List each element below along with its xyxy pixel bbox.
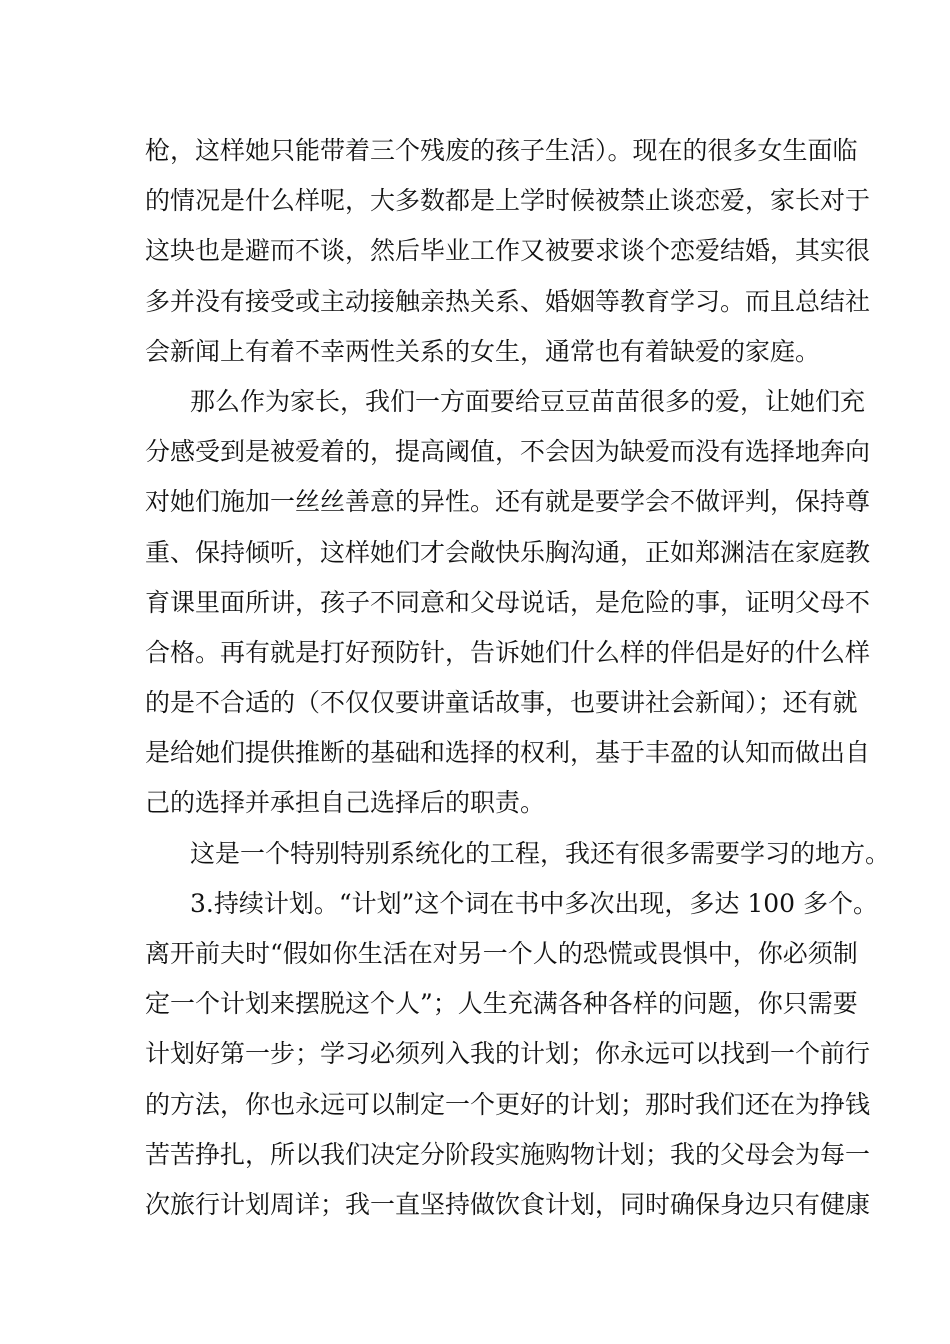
text-line: 己的选择并承担自己选择后的职责。 <box>145 788 546 818</box>
text-line: 合格。再有就是打好预防针，告诉她们什么样的伴侣是好的什么样 <box>145 637 871 667</box>
text-line: 这块也是避而不谈，然后毕业工作又被要求谈个恋爱结婚，其实很 <box>145 236 871 266</box>
text-line: 多并没有接受或主动接触亲热关系、婚姻等教育学习。而且总结社 <box>145 286 871 316</box>
text-line: 是给她们提供推断的基础和选择的权利，基于丰盈的认知而做出自 <box>145 738 871 768</box>
text-line: 定一个计划来摆脱这个人”；人生充满各种各样的问题，你只需要 <box>145 989 858 1019</box>
text-line: 苦苦挣扎，所以我们决定分阶段实施购物计划；我的父母会为每一 <box>145 1139 871 1169</box>
text-line: 计划好第一步；学习必须列入我的计划；你永远可以找到一个前行 <box>145 1039 871 1069</box>
text-line: 的是不合适的（不仅仅要讲童话故事，也要讲社会新闻）；还有就 <box>145 688 858 718</box>
text-line: 的方法，你也永远可以制定一个更好的计划；那时我们还在为挣钱 <box>145 1089 871 1119</box>
body-text <box>145 126 891 1230</box>
text-line: 分感受到是被爱着的，提高阈值，不会因为缺爱而没有选择地奔向 <box>145 437 871 467</box>
text-line: 枪，这样她只能带着三个残废的孩子生活）。现在的很多女生面临 <box>145 136 858 165</box>
text-line: 这是一个特别特别系统化的工程，我还有很多需要学习的地方。 <box>190 838 891 868</box>
text-line: 3.持续计划。“计划”这个词在书中多次出现，多达 100 多个。 <box>190 888 879 918</box>
text-line: 重、保持倾听，这样她们才会敞快乐胸沟通，正如郑渊洁在家庭教 <box>145 537 871 567</box>
text-line: 离开前夫时“假如你生活在对另一个人的恐慌或畏惧中，你必须制 <box>145 939 858 968</box>
text-line: 的情况是什么样呢，大多数都是上学时候被禁止谈恋爱，家长对于 <box>145 186 871 216</box>
text-line: 对她们施加一丝丝善意的异性。还有就是要学会不做评判，保持尊 <box>145 487 871 517</box>
text-line: 那么作为家长，我们一方面要给豆豆苗苗很多的爱，让她们充 <box>190 386 866 416</box>
text-line: 次旅行计划周详；我一直坚持做饮食计划，同时确保身边只有健康 <box>145 1189 871 1219</box>
text-line: 育课里面所讲，孩子不同意和父母说话，是危险的事，证明父母不 <box>145 587 871 617</box>
text-line: 会新闻上有着不幸两性关系的女生，通常也有着缺爱的家庭。 <box>145 336 821 366</box>
